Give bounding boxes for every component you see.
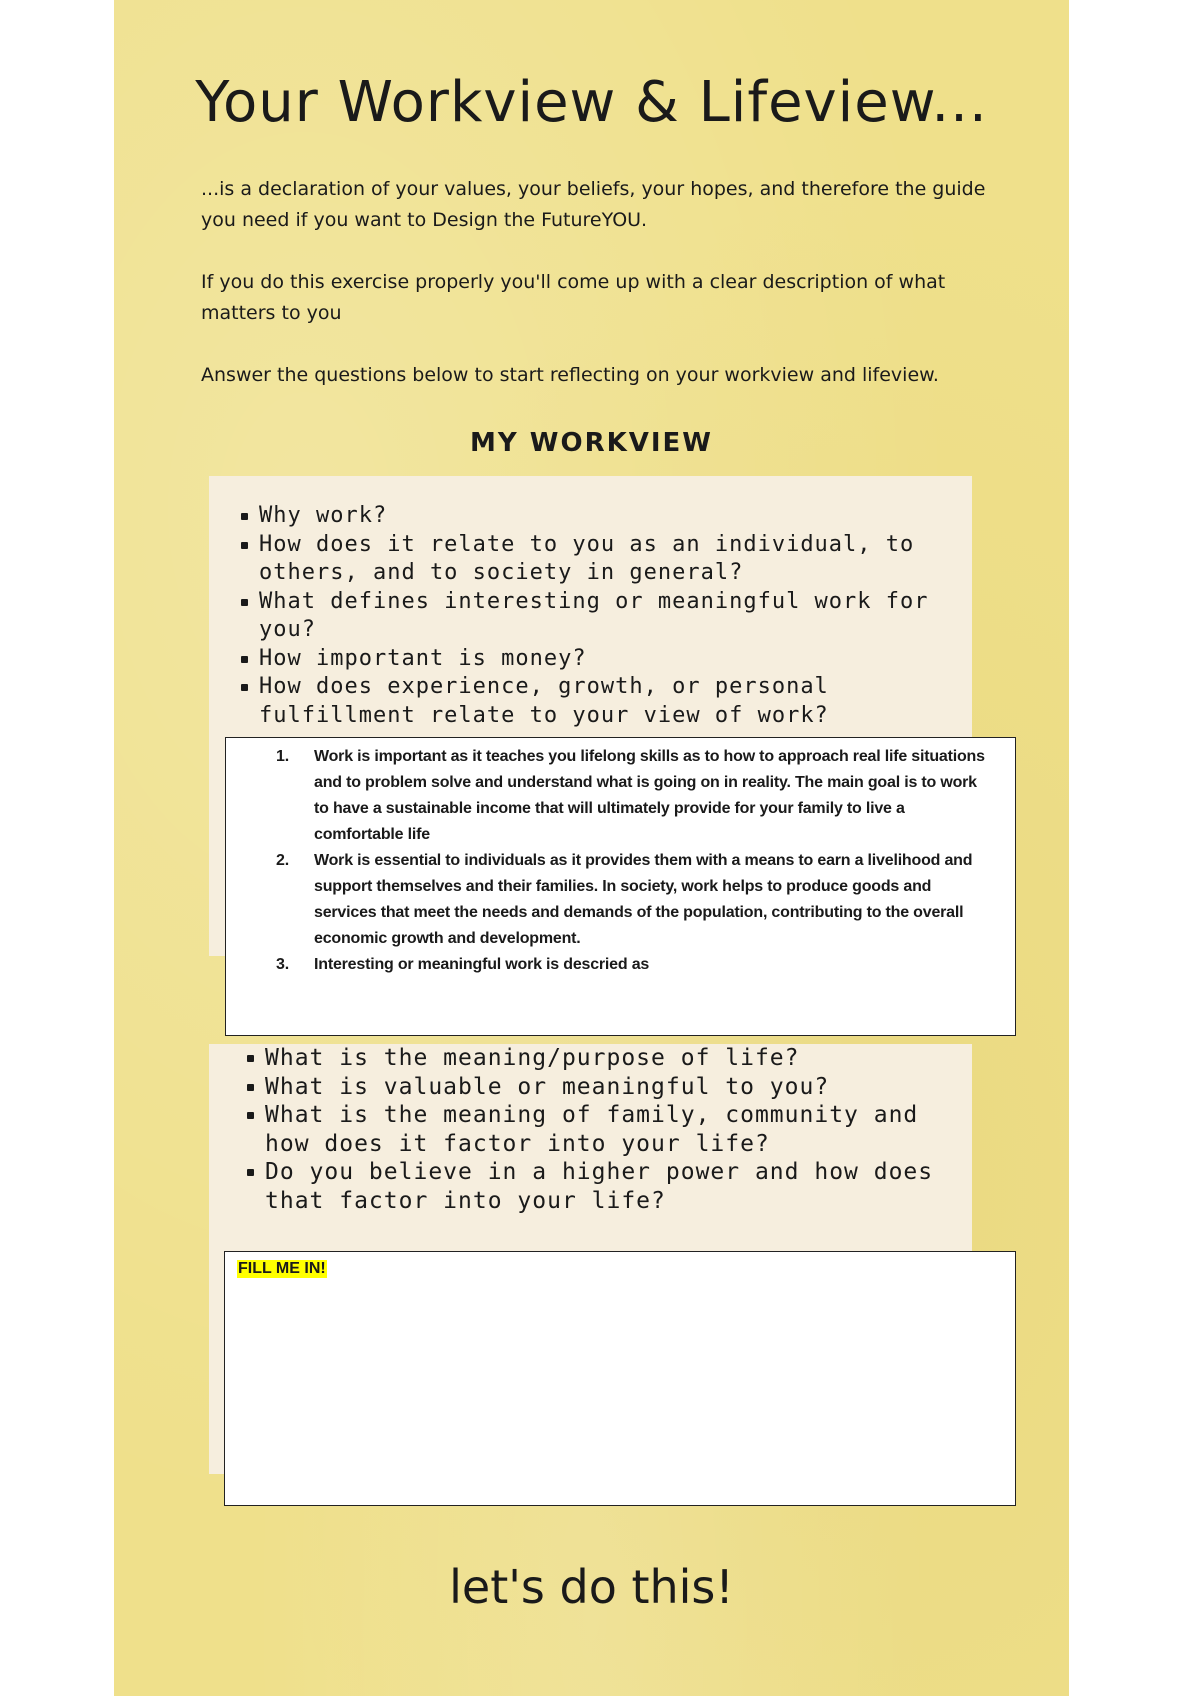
- list-item: How does experience, growth, or personal fulfillment relate to your view of work?: [233, 673, 962, 730]
- intro-text-1: ...is a declaration of your values, your beliefs, your hopes, and therefore the guide you need if you want to Design the FutureYOU.: [201, 178, 986, 231]
- list-item: What defines interesting or meaningful work for you?: [233, 588, 962, 645]
- lifeview-answer-box[interactable]: [224, 1251, 1016, 1506]
- intro-paragraph-1: [201, 174, 1001, 236]
- list-item: [276, 744, 995, 848]
- page-title: Your Workview & Lifeview...: [195, 70, 988, 135]
- fill-me-in-label: FILL ME IN!: [238, 1260, 326, 1277]
- answer-text: Interesting or meaningful work is descried as: [314, 956, 650, 973]
- list-item: [276, 848, 995, 952]
- list-item: How important is money?: [233, 645, 962, 674]
- lifeview-question-list: [209, 1044, 972, 1215]
- workview-question-list: [209, 476, 972, 730]
- intro-paragraph-2: [201, 267, 1001, 329]
- list-item: Do you believe in a higher power and how does that factor into your life?: [239, 1158, 942, 1215]
- intro-text-3: Answer the questions below to start reflecting on your workview and lifeview.: [201, 364, 939, 386]
- list-item: Why work?: [233, 502, 962, 531]
- answer-number: 1.: [276, 748, 289, 765]
- list-item: How does it relate to you as an individual, to others, and to society in general?: [233, 531, 962, 588]
- closing-text: let's do this!: [449, 1560, 734, 1614]
- worksheet-page: [114, 0, 1069, 1696]
- list-item: What is valuable or meaningful to you?: [239, 1073, 942, 1102]
- workview-answer-box[interactable]: [225, 737, 1016, 1036]
- list-item: [276, 952, 995, 978]
- intro-paragraph-3: [201, 360, 1001, 391]
- intro-text-2: If you do this exercise properly you'll come up with a clear description of what matters to you: [201, 271, 946, 324]
- workview-heading: MY WORKVIEW: [470, 428, 713, 458]
- answer-text: Work is essential to individuals as it provides them with a means to earn a livelihood and support themselves and their families. In society, work helps to produce goods and services that meet the needs and demands of the population, contributing to the overall economic growth and development.: [314, 852, 973, 947]
- workview-answer-list: [226, 738, 1015, 978]
- answer-number: 2.: [276, 852, 289, 869]
- list-item: What is the meaning of family, community and how does it factor into your life?: [239, 1101, 942, 1158]
- answer-text: Work is important as it teaches you lifelong skills as to how to approach real life situations and to problem solve and understand what is going on in reality. The main goal is to work to have a sustainable income that will ultimately provide for your family to live a comfortable life: [314, 748, 985, 843]
- list-item: What is the meaning/purpose of life?: [239, 1044, 942, 1073]
- answer-number: 3.: [276, 956, 289, 973]
